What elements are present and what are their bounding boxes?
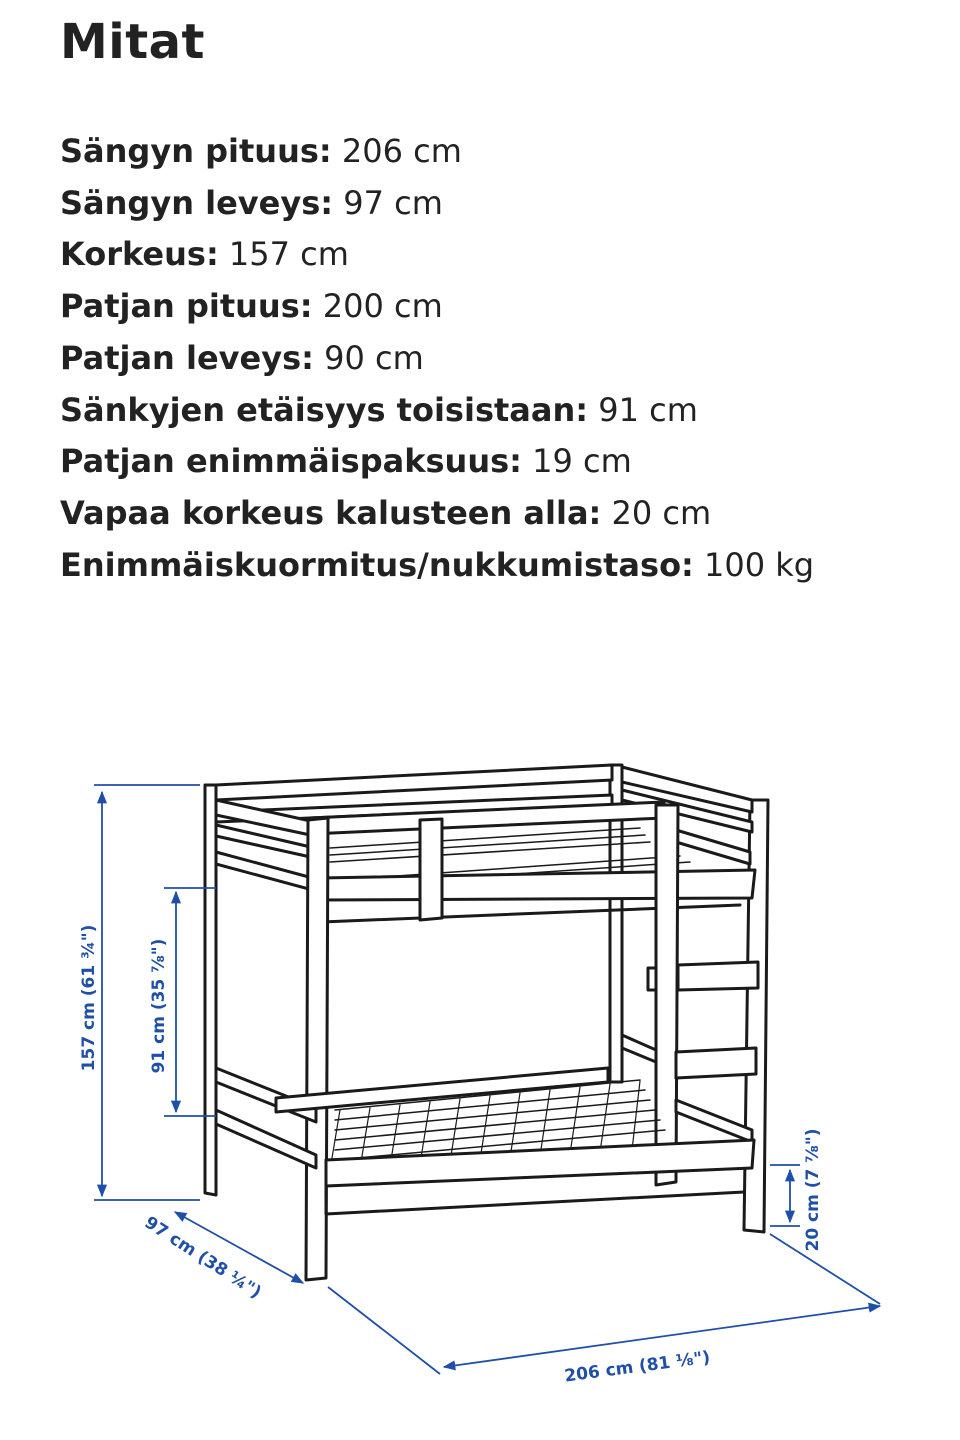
dimension-label-total-height: 157 cm (61 ¾") bbox=[79, 924, 99, 1072]
spec-bed-width bbox=[60, 178, 814, 230]
spec-label: Patjan pituus: bbox=[60, 287, 313, 326]
spec-label: Sängyn leveys: bbox=[60, 183, 334, 222]
spec-value: 90 cm bbox=[324, 338, 424, 377]
spec-max-load bbox=[60, 540, 814, 592]
spec-label: Enimmäiskuormitus/nukkumistaso: bbox=[60, 545, 694, 584]
dimension-label-bed-spacing: 91 cm (35 ⅞") bbox=[149, 938, 169, 1074]
spec-bed-length bbox=[60, 126, 814, 178]
spec-clearance-under bbox=[60, 488, 814, 540]
spec-value: 20 cm bbox=[611, 493, 712, 532]
spec-value: 200 cm bbox=[322, 287, 443, 326]
spec-value: 97 cm bbox=[343, 183, 443, 222]
bunk-bed-illustration bbox=[205, 765, 768, 1280]
spec-mattress-width bbox=[60, 333, 814, 385]
dimension-label-clearance: 20 cm (7 ⅞") bbox=[803, 1128, 823, 1252]
spec-height bbox=[60, 229, 814, 281]
spec-value: 206 cm bbox=[341, 132, 462, 170]
spec-label: Sänkyjen etäisyys toisistaan: bbox=[60, 390, 589, 429]
page-title: Mitat bbox=[60, 14, 205, 70]
dimension-label-length: 206 cm (81 ⅛") bbox=[563, 1347, 712, 1387]
spec-value: 91 cm bbox=[598, 390, 698, 429]
spec-value: 19 cm bbox=[532, 442, 632, 481]
dimension-label-depth: 97 cm (38 ¼") bbox=[140, 1212, 265, 1303]
spec-value: 100 kg bbox=[704, 545, 815, 584]
dimension-spec-list bbox=[60, 126, 814, 591]
spec-label: Patjan leveys: bbox=[60, 338, 314, 377]
spec-mattress-length bbox=[60, 281, 814, 333]
spec-label: Vapaa korkeus kalusteen alla: bbox=[60, 493, 602, 532]
spec-value: 157 cm bbox=[228, 235, 349, 274]
bunk-bed-dimension-diagram bbox=[0, 740, 960, 1420]
spec-label: Patjan enimmäispaksuus: bbox=[60, 442, 522, 481]
spec-mattress-max-thickness bbox=[60, 436, 814, 488]
spec-label: Korkeus: bbox=[60, 235, 219, 274]
spec-label: Sängyn pituus: bbox=[60, 132, 332, 170]
spec-bed-spacing bbox=[60, 385, 814, 437]
